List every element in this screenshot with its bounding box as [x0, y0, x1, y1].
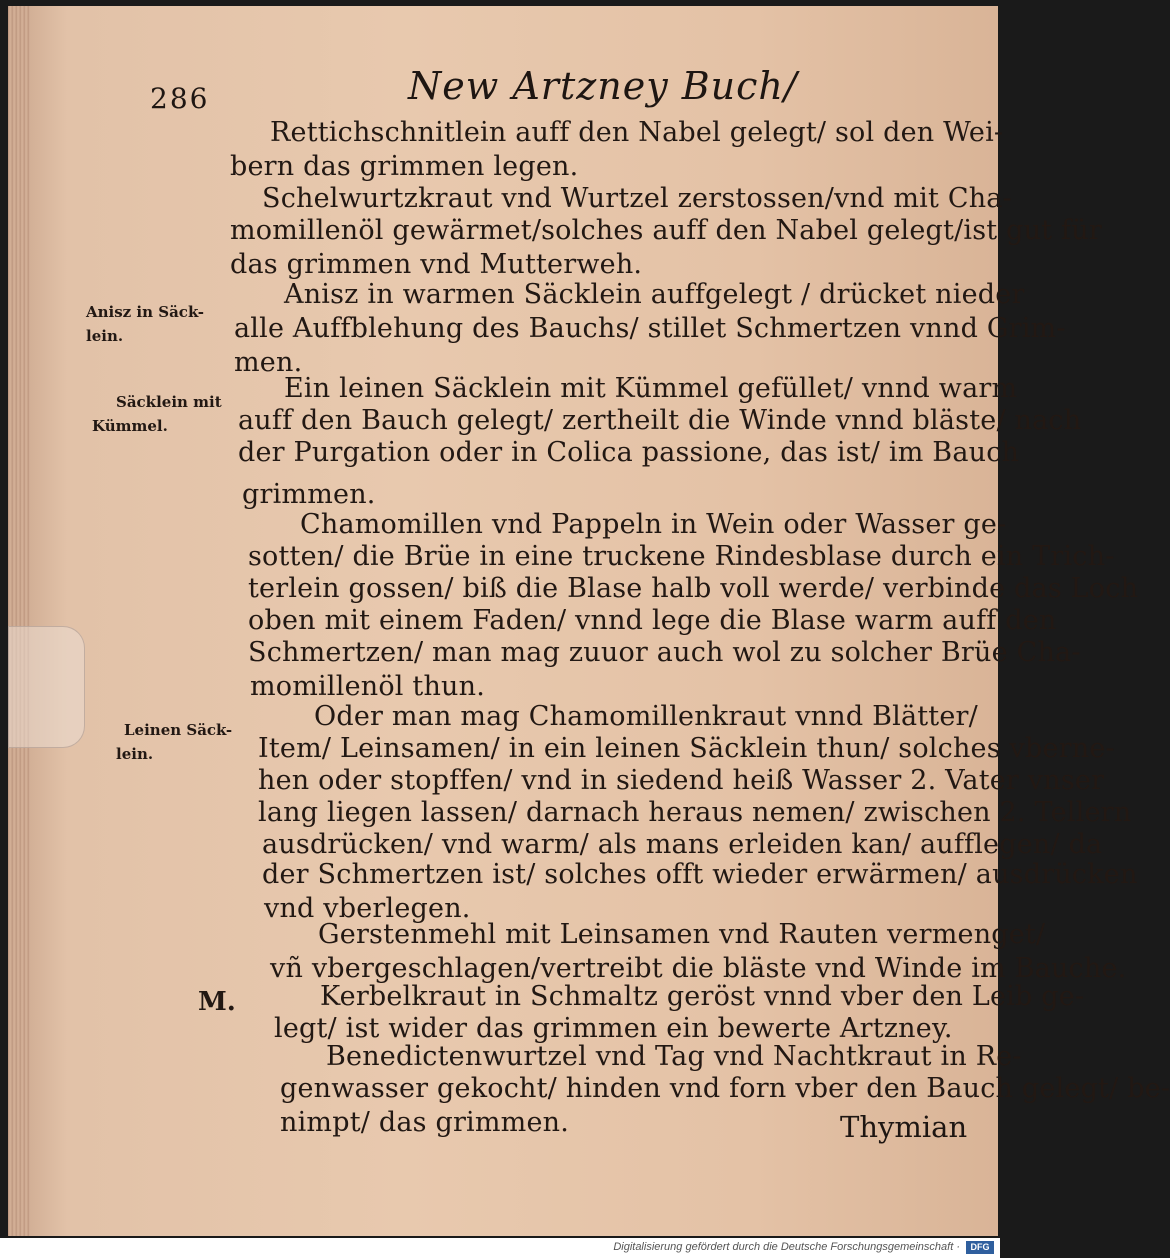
text-line: momillenöl thun. [250, 671, 486, 702]
text-line: vñ vbergeschlagen/vertreibt die bläste vnd Winde im Bauche. [270, 953, 1127, 984]
text-line: legt/ ist wider das grimmen ein bewerte Artzney. [274, 1013, 953, 1044]
text-line: genwasser gekocht/ hinden vnd forn vber den Bauch gelegt/ be- [280, 1073, 1170, 1104]
margin-note: Anisz in Säck- [86, 303, 204, 321]
text-line: der Schmertzen ist/ solches offt wieder erwärmen/ ausdrücken [262, 859, 1138, 890]
dfg-logo: DFG [966, 1241, 994, 1254]
text-line: ausdrücken/ vnd warm/ als mans erleiden kan/ aufflegen/ da [262, 829, 1103, 860]
book-page [8, 6, 1170, 1236]
margin-note-m: M. [198, 987, 236, 1017]
translucent-page-tab [8, 626, 85, 748]
text-line: Schelwurtzkraut vnd Wurtzel zerstossen/vnd mit Cha- [262, 183, 1012, 214]
text-line: Ein leinen Säcklein mit Kümmel gefüllet/ vnnd warm [284, 373, 1018, 404]
page-number: 286 [150, 82, 210, 115]
text-line: alle Auffblehung des Bauchs/ stillet Schmertzen vnnd Grim- [234, 313, 1066, 344]
running-head: New Artzney Buch/ [408, 64, 798, 108]
text-line: terlein gossen/ biß die Blase halb voll werde/ verbinde das Loch [248, 573, 1139, 604]
text-line: oben mit einem Faden/ vnnd lege die Blase warm auff den [248, 605, 1057, 636]
margin-note: Leinen Säck- [124, 721, 233, 739]
text-line: bern das grimmen legen. [230, 151, 579, 182]
page-header [8, 64, 998, 114]
text-line: das grimmen vnd Mutterweh. [230, 249, 643, 280]
text-line: Schmertzen/ man mag zuuor auch wol zu solcher Brüe Cha- [248, 637, 1081, 668]
text-line: grimmen. [242, 479, 376, 510]
text-line: nimpt/ das grimmen. [280, 1107, 570, 1138]
text-line: momillenöl gewärmet/solches auff den Nabel gelegt/ist gut für [230, 215, 1102, 246]
funding-credit: Digitalisierung gefördert durch die Deutsche Forschungsgemeinschaft · [613, 1241, 960, 1253]
text-line: Kerbelkraut in Schmaltz geröst vnnd vber den Leib ge- [320, 981, 1085, 1012]
text-line: Chamomillen vnd Pappeln in Wein oder Wasser ge- [300, 509, 1007, 540]
text-line: lang liegen lassen/ darnach heraus nemen/ zwischen 2. Tellern [258, 797, 1132, 828]
text-line: men. [234, 347, 303, 378]
text-line: Benedictenwurtzel vnd Tag vnd Nachtkraut in Re- [326, 1041, 1022, 1072]
text-line: hen oder stopffen/ vnd in siedend heiß Wasser 2. Vater vnser [258, 765, 1105, 796]
margin-note: Kümmel. [92, 417, 168, 435]
text-line: Anisz in warmen Säcklein auffgelegt / drücket nieder [284, 279, 1025, 310]
catchword: Thymian [840, 1110, 968, 1144]
text-line: Oder man mag Chamomillenkraut vnnd Blätter/ [314, 701, 978, 732]
text-line: Gerstenmehl mit Leinsamen vnd Rauten vermenget/ [318, 919, 1046, 950]
text-line: der Purgation oder in Colica passione, das ist/ im Bauch [238, 437, 1020, 468]
text-line: auff den Bauch gelegt/ zertheilt die Winde vnnd bläste/ nach [238, 405, 1082, 436]
text-line: Rettichschnitlein auff den Nabel gelegt/ sol den Wei- [270, 117, 1004, 148]
text-line: Item/ Leinsamen/ in ein leinen Säcklein thun/ solches vberne- [258, 733, 1115, 764]
margin-note: Säcklein mit [116, 393, 222, 411]
margin-note: lein. [86, 327, 124, 345]
text-line: sotten/ die Brüe in eine truckene Rindesblase durch ein Trich- [248, 541, 1115, 572]
page-edge-stack [8, 6, 30, 1236]
footer-bar [0, 1238, 1000, 1258]
text-line: vnd vberlegen. [264, 893, 471, 924]
margin-note: lein. [116, 745, 154, 763]
